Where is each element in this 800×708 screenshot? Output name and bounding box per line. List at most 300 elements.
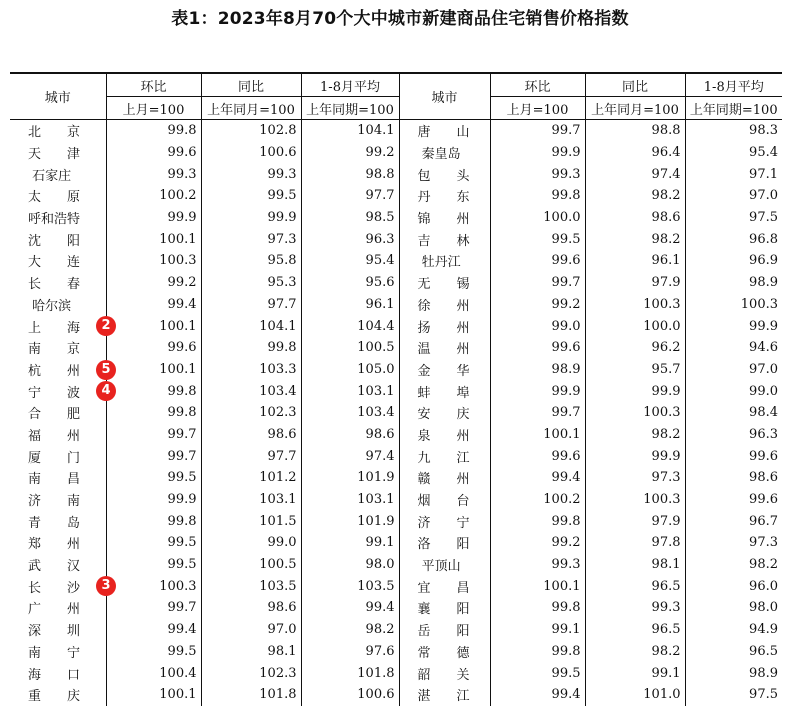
cell-text: 99.8 (167, 513, 197, 529)
yoy-cell (585, 445, 685, 467)
cell-text: 上 海 (28, 320, 81, 336)
mom-cell (490, 250, 585, 272)
cell-text: 99.3 (551, 166, 581, 182)
avg-cell (301, 359, 399, 381)
avg-cell (685, 207, 782, 229)
city-cell (399, 641, 490, 663)
yoy-cell (201, 554, 301, 576)
avg-cell (301, 467, 399, 489)
mom-cell (490, 445, 585, 467)
table-row (10, 641, 782, 663)
avg-cell (301, 380, 399, 402)
avg-cell (301, 424, 399, 446)
cell-text: 青 岛 (28, 515, 81, 531)
cell-text: 99.5 (167, 643, 197, 659)
cell-text: 包 头 (417, 168, 470, 184)
avg-cell (301, 402, 399, 424)
cell-text: 100.3 (159, 253, 197, 269)
avg-cell (301, 228, 399, 250)
cell-text: 98.2 (651, 643, 681, 659)
cell-text: 100.4 (159, 665, 197, 681)
table-row (10, 684, 782, 706)
yoy-cell (201, 120, 301, 142)
cell-text: 95.6 (365, 275, 395, 291)
cell-text: 100.1 (543, 426, 581, 442)
cell-text: 95.8 (267, 253, 297, 269)
cell-text: 99.9 (551, 383, 581, 399)
cell-text: 96.3 (749, 426, 778, 442)
cell-text: 99.8 (551, 600, 581, 616)
mom-cell (490, 120, 585, 142)
cell-text: 99.4 (551, 687, 581, 703)
yoy-cell (201, 185, 301, 207)
header-avg-base-left: 上年同期=100 (301, 97, 399, 120)
mom-cell (106, 554, 201, 576)
cell-text: 100.2 (159, 188, 197, 204)
rank-badge: 4 (96, 381, 116, 401)
city-cell (399, 619, 490, 641)
yoy-cell (201, 207, 301, 229)
city-cell (10, 207, 106, 229)
city-cell (10, 294, 106, 316)
table-row (10, 272, 782, 294)
cell-text: 99.8 (167, 405, 197, 421)
cell-text: 天 津 (28, 147, 81, 163)
cell-text: 99.6 (749, 492, 778, 508)
table-row (10, 402, 782, 424)
city-cell (399, 185, 490, 207)
table-row (10, 532, 782, 554)
cell-text: 平顶山 (417, 559, 461, 575)
table-row (10, 359, 782, 381)
rank-badge: 3 (96, 576, 116, 596)
header-avg-base-right: 上年同期=100 (685, 97, 782, 120)
cell-text: 99.4 (167, 622, 197, 638)
city-cell (399, 315, 490, 337)
city-cell (10, 597, 106, 619)
cell-text: 104.4 (357, 318, 395, 334)
avg-cell (301, 532, 399, 554)
cell-text: 99.5 (167, 470, 197, 486)
city-cell (399, 445, 490, 467)
yoy-cell (585, 684, 685, 706)
cell-text: 大 连 (28, 255, 81, 271)
avg-cell (301, 597, 399, 619)
avg-cell (301, 337, 399, 359)
cell-text: 99.6 (167, 340, 197, 356)
cell-text: 泉 州 (417, 428, 470, 444)
mom-cell (106, 250, 201, 272)
cell-text: 100.5 (357, 340, 395, 356)
cell-text: 100.3 (643, 492, 681, 508)
header-mom-right: 环比 (490, 73, 585, 97)
cell-text: 96.0 (749, 578, 778, 594)
cell-text: 99.5 (267, 188, 297, 204)
avg-cell (685, 445, 782, 467)
avg-cell (685, 424, 782, 446)
city-cell (10, 510, 106, 532)
cell-text: 99.6 (551, 253, 581, 269)
cell-text: 广 州 (28, 602, 81, 618)
avg-cell (301, 315, 399, 337)
table-row (10, 163, 782, 185)
cell-text: 95.4 (749, 145, 778, 161)
avg-cell (685, 467, 782, 489)
cell-text: 104.1 (357, 123, 395, 139)
city-cell (399, 163, 490, 185)
yoy-cell (201, 424, 301, 446)
yoy-cell (585, 510, 685, 532)
city-cell (399, 532, 490, 554)
cell-text: 锦 州 (417, 212, 470, 228)
table-row (10, 294, 782, 316)
city-cell (10, 619, 106, 641)
cell-text: 99.2 (551, 535, 581, 551)
cell-text: 99.0 (551, 318, 581, 334)
cell-text: 100.0 (643, 318, 681, 334)
city-cell (399, 424, 490, 446)
cell-text: 96.2 (651, 340, 681, 356)
cell-text: 98.6 (365, 426, 395, 442)
mom-cell (490, 467, 585, 489)
yoy-cell (585, 337, 685, 359)
cell-text: 郑 州 (28, 537, 81, 553)
city-cell (10, 359, 111, 381)
header-row-sub (10, 97, 782, 120)
rank-badge: 2 (96, 316, 116, 336)
cell-text: 98.3 (749, 123, 778, 139)
cell-text: 98.8 (651, 123, 681, 139)
yoy-cell (585, 272, 685, 294)
table-row (10, 142, 782, 164)
cell-text: 98.1 (651, 557, 681, 573)
cell-text: 石家庄 (28, 168, 72, 184)
header-row-top (10, 73, 782, 97)
cell-text: 98.0 (365, 557, 395, 573)
header-mom-left: 环比 (106, 73, 201, 97)
avg-cell (685, 619, 782, 641)
city-cell (399, 337, 490, 359)
yoy-cell (201, 597, 301, 619)
yoy-cell (585, 575, 685, 597)
cell-text: 济 南 (28, 494, 81, 510)
cell-text: 99.3 (167, 166, 197, 182)
yoy-cell (201, 467, 301, 489)
table-row (10, 510, 782, 532)
table-row (10, 662, 782, 684)
cell-text: 98.6 (651, 210, 681, 226)
cell-text: 唐 山 (417, 125, 470, 141)
cell-text: 重 庆 (28, 689, 81, 705)
yoy-cell (201, 532, 301, 554)
cell-text: 99.2 (167, 275, 197, 291)
cell-text: 100.5 (259, 557, 297, 573)
avg-cell (301, 445, 399, 467)
header-city-left: 城市 (10, 73, 106, 120)
yoy-cell (201, 163, 301, 185)
table-row (10, 597, 782, 619)
cell-text: 98.5 (365, 210, 395, 226)
cell-text: 秦皇岛 (417, 147, 461, 163)
cell-text: 99.4 (365, 600, 395, 616)
city-cell (10, 575, 111, 597)
mom-cell (106, 120, 201, 142)
avg-cell (685, 359, 782, 381)
avg-cell (301, 185, 399, 207)
cell-text: 102.8 (259, 123, 297, 139)
cell-text: 98.9 (749, 275, 778, 291)
cell-text: 蚌 埠 (417, 385, 470, 401)
yoy-cell (201, 228, 301, 250)
yoy-cell (585, 207, 685, 229)
mom-cell (106, 228, 201, 250)
cell-text: 深 圳 (28, 624, 81, 640)
yoy-cell (201, 315, 301, 337)
mom-cell (106, 402, 201, 424)
cell-text: 100.3 (740, 296, 778, 312)
mom-cell (106, 163, 201, 185)
mom-cell (490, 619, 585, 641)
mom-cell (106, 662, 201, 684)
cell-text: 牡丹江 (417, 255, 461, 271)
yoy-cell (585, 641, 685, 663)
table-row (10, 228, 782, 250)
avg-cell (301, 510, 399, 532)
cell-text: 杭 州 (28, 363, 81, 379)
yoy-cell (201, 250, 301, 272)
avg-cell (685, 228, 782, 250)
cell-text: 102.3 (259, 665, 297, 681)
cell-text: 99.3 (267, 166, 297, 182)
city-cell (10, 142, 106, 164)
cell-text: 金 华 (417, 363, 470, 379)
cell-text: 100.3 (159, 578, 197, 594)
cell-text: 99.6 (749, 448, 778, 464)
cell-text: 103.1 (357, 383, 395, 399)
yoy-cell (585, 315, 685, 337)
cell-text: 99.2 (551, 296, 581, 312)
cell-text: 97.7 (267, 448, 297, 464)
cell-text: 103.5 (357, 578, 395, 594)
cell-text: 100.6 (357, 687, 395, 703)
cell-text: 99.1 (551, 622, 581, 638)
cell-text: 北 京 (28, 125, 81, 141)
avg-cell (685, 120, 782, 142)
cell-text: 98.6 (267, 600, 297, 616)
mom-cell (106, 315, 201, 337)
cell-text: 100.1 (159, 318, 197, 334)
cell-text: 105.0 (357, 361, 395, 377)
cell-text: 99.5 (167, 557, 197, 573)
cell-text: 呼和浩特 (28, 212, 81, 228)
cell-text: 湛 江 (417, 689, 470, 705)
city-cell (10, 250, 106, 272)
cell-text: 100.3 (643, 296, 681, 312)
avg-cell (301, 163, 399, 185)
yoy-cell (585, 424, 685, 446)
cell-text: 97.5 (749, 210, 778, 226)
cell-text: 95.3 (267, 275, 297, 291)
cell-text: 103.4 (357, 405, 395, 421)
avg-cell (685, 532, 782, 554)
cell-text: 98.2 (749, 557, 778, 573)
cell-text: 103.1 (259, 492, 297, 508)
mom-cell (490, 142, 585, 164)
table-row (10, 554, 782, 576)
cell-text: 97.9 (651, 513, 681, 529)
city-cell (10, 641, 106, 663)
yoy-cell (201, 294, 301, 316)
city-cell (399, 510, 490, 532)
cell-text: 96.8 (749, 231, 778, 247)
yoy-cell (585, 185, 685, 207)
city-cell (399, 142, 490, 164)
cell-text: 96.5 (749, 643, 778, 659)
table-row (10, 467, 782, 489)
header-city-right: 城市 (399, 73, 490, 120)
city-cell (10, 228, 106, 250)
mom-cell (490, 662, 585, 684)
cell-text: 98.2 (651, 231, 681, 247)
cell-text: 99.9 (651, 448, 681, 464)
table-row (10, 619, 782, 641)
cell-text: 99.4 (551, 470, 581, 486)
city-cell (10, 163, 106, 185)
cell-text: 103.5 (259, 578, 297, 594)
cell-text: 徐 州 (417, 298, 470, 314)
cell-text: 97.7 (267, 296, 297, 312)
cell-text: 99.4 (167, 296, 197, 312)
city-cell (399, 684, 490, 706)
price-index-table (10, 72, 782, 706)
city-cell (399, 467, 490, 489)
mom-cell (106, 142, 201, 164)
yoy-cell (585, 597, 685, 619)
yoy-cell (201, 380, 301, 402)
cell-text: 99.6 (167, 145, 197, 161)
table-row (10, 489, 782, 511)
avg-cell (685, 380, 782, 402)
cell-text: 99.7 (551, 405, 581, 421)
yoy-cell (585, 554, 685, 576)
cell-text: 海 口 (28, 667, 81, 683)
cell-text: 97.4 (651, 166, 681, 182)
city-cell (10, 445, 106, 467)
cell-text: 99.8 (167, 383, 197, 399)
mom-cell (106, 597, 201, 619)
yoy-cell (201, 337, 301, 359)
cell-text: 常 德 (417, 645, 470, 661)
avg-cell (301, 294, 399, 316)
mom-cell (106, 272, 201, 294)
yoy-cell (585, 532, 685, 554)
header-avg-right: 1-8月平均 (685, 73, 782, 97)
cell-text: 99.7 (167, 426, 197, 442)
mom-cell (490, 532, 585, 554)
yoy-cell (201, 402, 301, 424)
mom-cell (106, 641, 201, 663)
cell-text: 94.6 (749, 340, 778, 356)
cell-text: 韶 关 (417, 667, 470, 683)
cell-text: 96.5 (651, 622, 681, 638)
cell-text: 99.3 (551, 557, 581, 573)
table-row (10, 424, 782, 446)
yoy-cell (585, 662, 685, 684)
header-avg-left: 1-8月平均 (301, 73, 399, 97)
yoy-cell (585, 380, 685, 402)
table-row (10, 207, 782, 229)
cell-text: 95.7 (651, 361, 681, 377)
mom-cell (106, 510, 201, 532)
cell-text: 97.5 (749, 687, 778, 703)
cell-text: 98.2 (651, 426, 681, 442)
city-cell (10, 532, 106, 554)
cell-text: 97.0 (267, 622, 297, 638)
avg-cell (301, 575, 399, 597)
mom-cell (106, 185, 201, 207)
rank-badge: 5 (96, 360, 116, 380)
cell-text: 98.2 (365, 622, 395, 638)
mom-cell (490, 424, 585, 446)
mom-cell (490, 489, 585, 511)
city-cell (399, 554, 490, 576)
table-row (10, 315, 782, 337)
table-row (10, 380, 782, 402)
avg-cell (301, 142, 399, 164)
avg-cell (685, 250, 782, 272)
avg-cell (685, 575, 782, 597)
cell-text: 太 原 (28, 190, 81, 206)
avg-cell (685, 337, 782, 359)
cell-text: 101.9 (357, 513, 395, 529)
cell-text: 98.0 (749, 600, 778, 616)
cell-text: 无 锡 (417, 277, 470, 293)
city-cell (10, 120, 106, 142)
cell-text: 100.2 (543, 492, 581, 508)
mom-cell (106, 294, 201, 316)
cell-text: 101.8 (259, 687, 297, 703)
avg-cell (685, 597, 782, 619)
city-cell (399, 207, 490, 229)
cell-text: 103.1 (357, 492, 395, 508)
cell-text: 99.6 (551, 340, 581, 356)
avg-cell (685, 272, 782, 294)
cell-text: 96.5 (651, 578, 681, 594)
cell-text: 97.4 (365, 448, 395, 464)
mom-cell (106, 207, 201, 229)
cell-text: 99.9 (651, 383, 681, 399)
avg-cell (685, 142, 782, 164)
city-cell (399, 250, 490, 272)
cell-text: 98.4 (749, 405, 778, 421)
avg-cell (301, 250, 399, 272)
yoy-cell (201, 359, 301, 381)
yoy-cell (585, 489, 685, 511)
cell-text: 103.4 (259, 383, 297, 399)
cell-text: 97.9 (651, 275, 681, 291)
mom-cell (490, 207, 585, 229)
cell-text: 97.8 (651, 535, 681, 551)
cell-text: 100.1 (159, 361, 197, 377)
mom-cell (106, 424, 201, 446)
city-cell (399, 228, 490, 250)
avg-cell (685, 163, 782, 185)
cell-text: 洛 阳 (417, 537, 470, 553)
cell-text: 99.6 (551, 448, 581, 464)
table-row (10, 185, 782, 207)
mom-cell (106, 532, 201, 554)
mom-cell (490, 163, 585, 185)
